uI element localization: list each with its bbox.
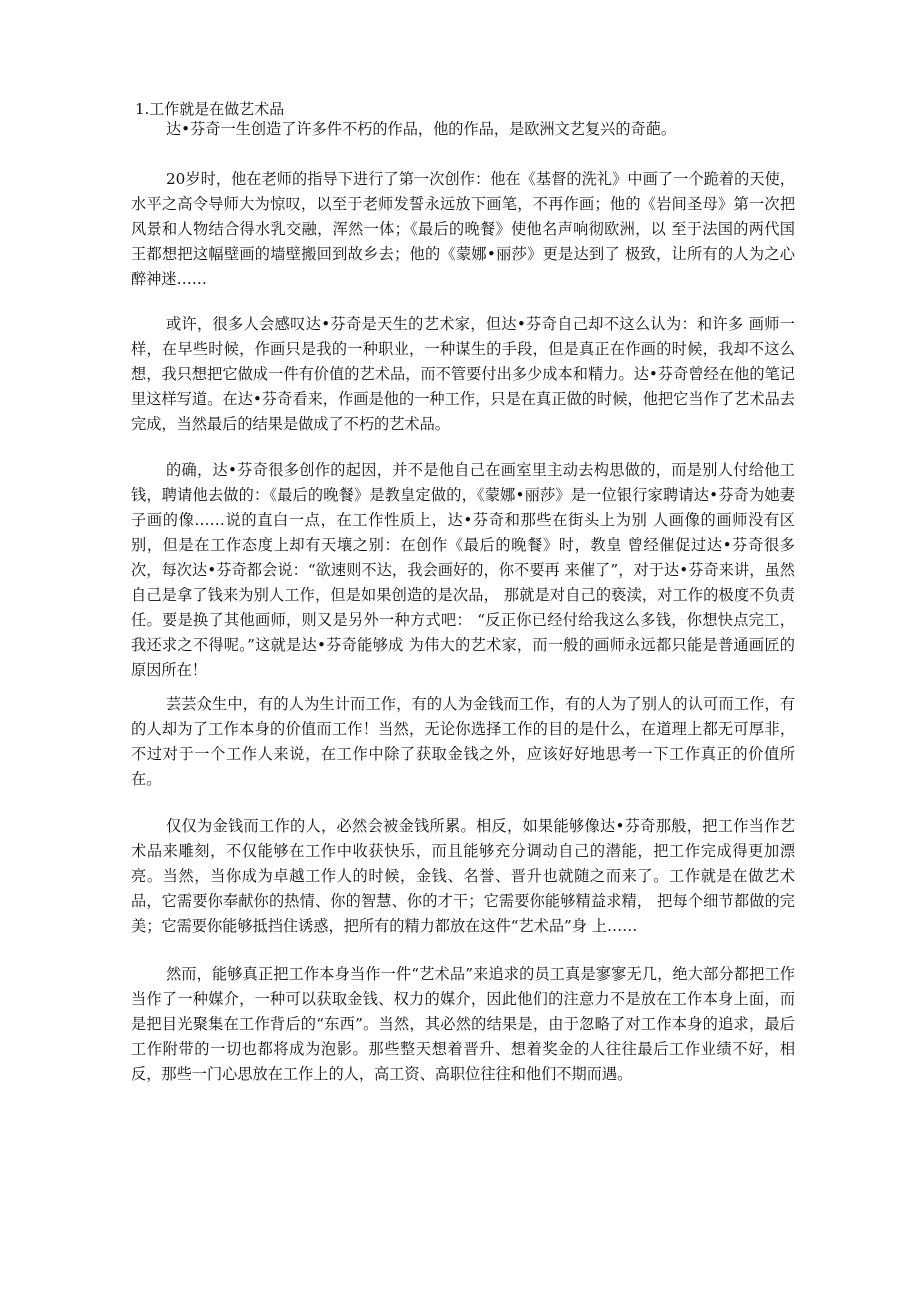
paragraph-commissions: 的确，达•芬奇很多创作的起因，并不是他自己在画室里主动去构思做的，而是别人付给他工钱，聘请他去做的：《最后的晚餐》是教皇定做的，《蒙娜•丽莎》是一位银行家聘请达•芬奇为她妻子画的像……说的直白一点，在工作性质上，达•芬奇和那些在街头上为别 人画像的画师没有区别，但是在工作态度上却有天壤之别：在创作《最后的晚餐》时，教皇 曾经催促过达•芬奇很多次，每次达•芬奇都会说：“欲速则不达，我会画好的，你不要再 来催了”，对于达•芬奇来讲，虽然自己是拿了钱来为别人工作，但是如果创造的是次品， 那就是对自己的亵渎，对工作的极度不负责任。要是换了其他画师，则又是另外一种方式吧： “反正你已经付给我这么多钱，你想快点完工，我还求之不得呢。”这就是达•芬奇能够成 为伟大的艺术家，而一般的画师永远都只能是普通画匠的原因所在！ bbox=[131, 461, 795, 679]
paragraph-intro: 达•芬奇一生创造了许多件不朽的作品，他的作品，是欧洲文艺复兴的奇葩。 bbox=[165, 120, 677, 138]
paragraph-work-as-art: 仅仅为金钱而工作的人，必然会被金钱所累。相反，如果能够像达•芬奇那般，把工作当作艺术品来雕刻，不仅能够在工作中收获快乐，而且能够充分调动自己的潜能，把工作完成得更加漂亮。当然，当你成为卓越工作人的时候，金钱、名誉、晋升也就随之而来了。工作就是在做艺术品，它需要你奉献你的热情、你的智慧、你的才干；它需要你能够精益求精， 把每个细节都做的完美；它需要你能够抵挡住诱惑，把所有的精力都放在这件“艺术品”身 上…… bbox=[131, 817, 795, 935]
paragraph-work-motives: 芸芸众生中，有的人为生计而工作，有的人为金钱而工作，有的人为了别人的认可而工作，有的人却为了工作本身的价值而工作！当然，无论你选择工作的目的是什么，在道理上都无可厚非，不过对于一个工作人来说，在工作中除了获取金钱之外，应该好好地思考一下工作真正的价值所在。 bbox=[131, 695, 795, 788]
section-heading: 1.工作就是在做艺术品 bbox=[135, 100, 285, 118]
paragraph-conclusion: 然而，能够真正把工作本身当作一件“艺术品”来追求的员工真是寥寥无几，绝大部分都把工作当作了一种媒介，一种可以获取金钱、权力的媒介，因此他们的注意力不是放在工作本身上面，而是把目光聚集在工作背后的“东西”。当然，其必然的结果是，由于忽略了对工作本身的追求，最后工作附带的一切也都将成为泡影。那些整天想着晋升、想着奖金的人往往最后工作业绩不好，相反，那些一门心思放在工作上的人，高工资、高职位往往和他们不期而遇。 bbox=[131, 965, 795, 1083]
paragraph-early-works: 20岁时，他在老师的指导下进行了第一次创作：他在《基督的洗礼》中画了一个跪着的天使，水平之高令导师大为惊叹，以至于老师发誓永远放下画笔，不再作画；他的《岩间圣母》第一次把风景和人物结合得水乳交融，浑然一体；《最后的晚餐》使他名声响彻欧洲，以 至于法国的两代国王都想把这幅壁画的墙壁搬回到故乡去；他的《蒙娜•丽莎》更是达到了 极致，让所有的人为之心醉神迷…… bbox=[131, 170, 795, 288]
paragraph-talent: 或许，很多人会感叹达•芬奇是天生的艺术家，但达•芬奇自己却不这么认为：和许多 画师一样，在早些时候，作画只是我的一种职业，一种谋生的手段，但是真正在作画的时候，我却不这么想，我只想把它做成一件有价值的艺术品，而不管要付出多少成本和精力。达•芬奇曾经在他的笔记里这样写道。在达•芬奇看来，作画是他的一种工作，只是在真正做的时候，他把它当作了艺术品去完成，当然最后的结果是做成了不朽的艺术品。 bbox=[131, 315, 795, 433]
